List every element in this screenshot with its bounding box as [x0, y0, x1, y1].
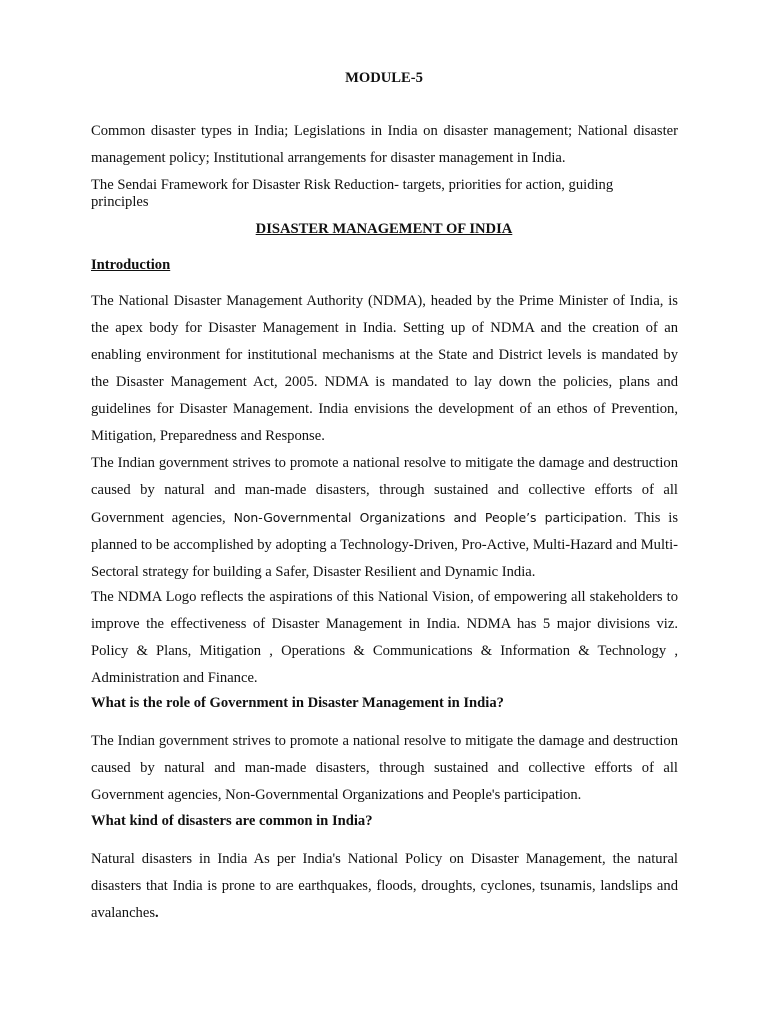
syllabus-line-1: Common disaster types in India; Legislations in India on disaster management; National disaster management policy; Institutional arrangements for disaster management in India. — [91, 123, 678, 166]
paragraph-government-resolve-part-a: The Indian government strives to promote a national resolve to mitigate the damage and destruction caused by natural and man-made disasters, through sustained and collective efforts of all Government agencies, — [91, 455, 678, 526]
paragraph-government-resolve-part-b: Non-Governmental Organizations and People’s participation. — [233, 510, 627, 525]
paragraph-ndma: The National Disaster Management Authority (NDMA), headed by the Prime Minister of India, is the apex body for Disaster Management in India. Setting up of NDMA and the creation of an enabling environment for institutional mechanisms at the State and District levels is mandated by the Disaster Management Act, 2005. NDMA is mandated to lay down the policies, plans and guidelines for Disaster Management. India envisions the development of an ethos of Prevention, Mitigation, Preparedness and Response. — [91, 293, 678, 444]
intro-heading: Introduction — [91, 257, 171, 273]
main-heading: DISASTER MANAGEMENT OF INDIA — [255, 221, 513, 237]
syllabus-line-2: The Sendai Framework for Disaster Risk Reduction- targets, priorities for action, guiding principles — [91, 177, 614, 210]
answer-common-disasters — [91, 846, 678, 927]
module-title: MODULE-5 — [345, 70, 423, 86]
answer-common-disasters-period: . — [155, 905, 159, 921]
question-common-disasters: What kind of disasters are common in India? — [91, 813, 373, 829]
paragraph-government-resolve-part-c: This is planned to be accomplished by adopting a Technology-Driven, Pro-Active, Multi-Hazard and Multi-Sectoral strategy for building a Safer, Disaster Resilient and Dynamic India. — [91, 510, 679, 580]
question-role-of-government: What is the role of Government in Disaster Management in India? — [91, 695, 504, 711]
paragraph-government-resolve — [91, 450, 678, 586]
paragraph-ndma-logo: The NDMA Logo reflects the aspirations of this National Vision, of empowering all stakeholders to improve the effectiveness of Disaster Management in India. NDMA has 5 major divisions viz. Policy & Plans, Mitigation , Operations & Communications & Information & Technology , Administration and Finance. — [91, 589, 678, 686]
answer-common-disasters-text: Natural disasters in India As per India's National Policy on Disaster Management, the natural disasters that India is prone to are earthquakes, floods, droughts, cyclones, tsunamis, landslips and avalanches — [91, 851, 678, 921]
answer-role-of-government: The Indian government strives to promote a national resolve to mitigate the damage and destruction caused by natural and man-made disasters, through sustained and collective efforts of all Government agencies, Non-Governmental Organizations and People's participation. — [91, 733, 678, 803]
